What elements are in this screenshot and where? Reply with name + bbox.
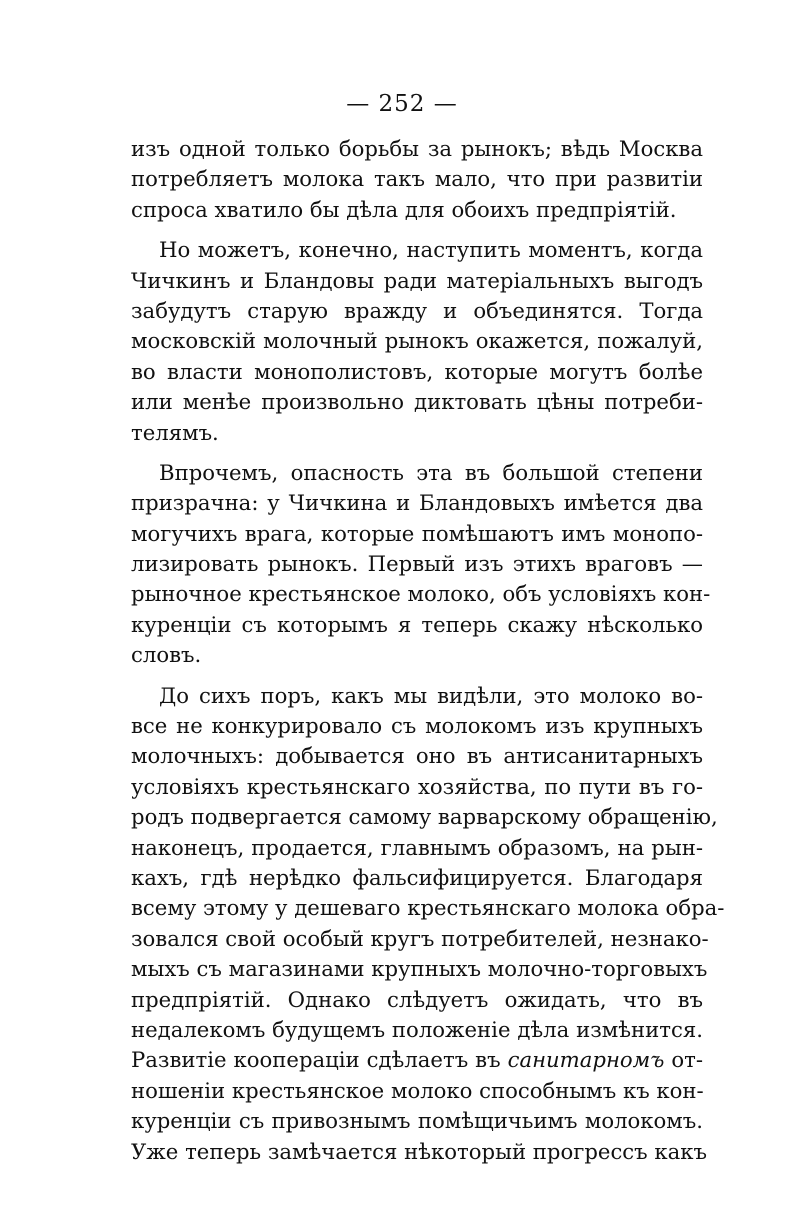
- text-line: Но можетъ, конечно, наступить моментъ, когда: [159, 237, 703, 263]
- text-line: родъ подвергается самому варварскому обращенію,: [131, 804, 718, 830]
- paragraph: [131, 134, 703, 225]
- text-line: мыхъ съ магазинами крупныхъ молочно-торговыхъ: [131, 956, 708, 982]
- text-line: или менѣе произвольно диктовать цѣны потреби-: [131, 389, 703, 415]
- paragraph: [131, 681, 725, 1167]
- text-line: призрачна: у Чичкина и Бландовыхъ имѣется два: [131, 490, 703, 516]
- text-line: условіяхъ крестьянскаго хозяйства, по пути въ го-: [131, 773, 703, 799]
- text-line: могучихъ врага, которые помѣшаютъ имъ монопо-: [131, 520, 703, 546]
- text-line: наконецъ, продается, главнымъ образомъ, на рын-: [131, 834, 703, 860]
- text-line: Впрочемъ, опасность эта въ большой степени: [159, 459, 703, 485]
- text-line: До сихъ поръ, какъ мы видѣли, это молоко во-: [159, 682, 703, 708]
- text-line: предпріятій. Однако слѣдуетъ ожидать, что въ: [131, 986, 703, 1012]
- text-line: рыночное крестьянское молоко, объ условіяхъ кон-: [131, 581, 711, 607]
- text-line: кахъ, гдѣ нерѣдко фальсифицируется. Благодаря: [131, 864, 703, 890]
- body-text: [131, 134, 725, 1167]
- text-line: молочныхъ: добывается оно въ антисанитарныхъ: [131, 743, 703, 769]
- text-line: Уже теперь замѣчается нѣкоторый прогрессъ какъ: [131, 1138, 707, 1164]
- paragraph-gap: [131, 225, 703, 235]
- text-line: куренціи съ привознымъ помѣщичьимъ молокомъ.: [131, 1108, 703, 1134]
- text-line: забудутъ старую вражду и объединятся. Тогда: [131, 297, 703, 323]
- paragraph-gap: [131, 448, 703, 458]
- text-line: потребляетъ молока такъ мало, что при развитіи: [131, 166, 703, 192]
- text-line: спроса хватило бы дѣла для обоихъ предпріятій.: [131, 196, 677, 222]
- text-line: всему этому у дешеваго крестьянскаго молока обра-: [131, 895, 725, 921]
- text-line: изъ одной только борьбы за рынокъ; вѣдь Москва: [131, 136, 703, 161]
- page-number: — 252 —: [346, 91, 458, 117]
- text-line: Развитіе коопераціи сдѣлаетъ въ санитарномъ от-: [131, 1047, 704, 1073]
- text-line: московскій молочный рынокъ окажется, пожалуй,: [131, 328, 703, 354]
- text-line: во власти монополистовъ, которые могутъ болѣе: [131, 358, 703, 384]
- text-line: недалекомъ будущемъ положеніе дѣла измѣнится.: [131, 1016, 703, 1042]
- text-line: Чичкинъ и Бландовы ради матеріальныхъ выгодъ: [131, 267, 703, 293]
- text-line: телямъ.: [131, 419, 219, 445]
- text-line: куренціи съ которымъ я теперь скажу нѣсколько: [131, 611, 703, 637]
- emphasis-text: санитарномъ: [507, 1047, 665, 1073]
- paragraph: [131, 458, 711, 671]
- text-line: зовался свой особый кругъ потребителей, незнако-: [131, 925, 709, 951]
- text-line: словъ.: [131, 642, 202, 668]
- paragraph: [131, 235, 703, 448]
- paragraph-gap: [131, 671, 703, 681]
- text-line: ношеніи крестьянское молоко способнымъ къ кон-: [131, 1077, 704, 1103]
- text-line: лизировать рынокъ. Первый изъ этихъ враговъ —: [131, 551, 703, 577]
- text-line: все не конкурировало съ молокомъ изъ крупныхъ: [131, 713, 703, 739]
